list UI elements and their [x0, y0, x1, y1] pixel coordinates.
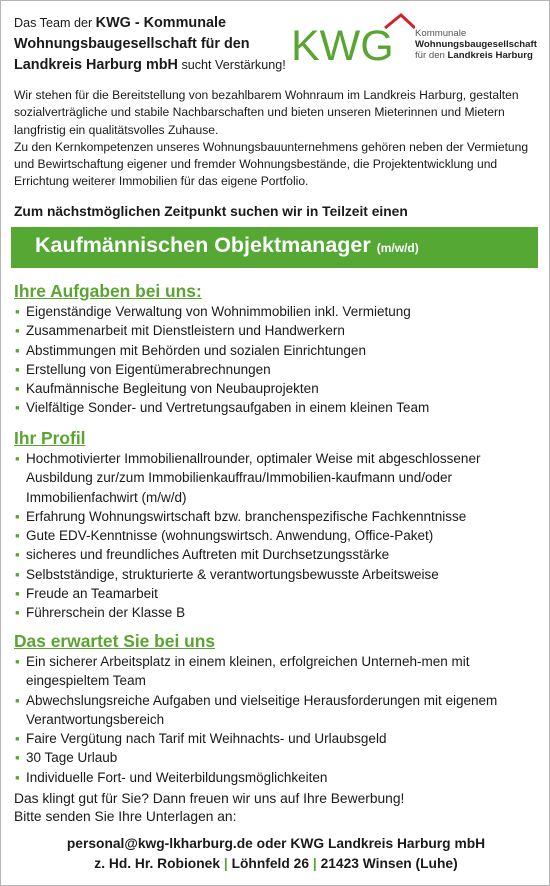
closing-line-1: Das klingt gut für Sie? Dann freuen wir uns auf Ihre Bewerbung! — [14, 791, 405, 806]
list-item-text: Faire Vergütung nach Tarif mit Weihnachts- und Urlaubsgeld — [26, 731, 387, 747]
bullet-icon: ▪ — [15, 586, 20, 602]
list-item-text: Abstimmungen mit Behörden und sozialen Einrichtungen — [26, 342, 366, 358]
contact-city: 21423 Winsen (Luhe) — [320, 856, 458, 871]
intro-team-prefix: Das Team der — [14, 16, 93, 30]
bullet-icon: ▪ — [15, 566, 20, 582]
description-paragraph: Zu den Kernkompetenzen unseres Wohnungsbauunternehmens gehören neben der Vermietung und Bewirtschaftung eigener und fremder Wohnungsbestände, die Projektentwicklung und Errichtung weiterer Immobilien für das eigene Portfolio. — [14, 139, 529, 189]
logo-line-1: Kommunale — [415, 28, 467, 39]
logo-line-3-bold: Landkreis Harburg — [447, 50, 533, 61]
tasks-section — [14, 281, 544, 418]
list-item — [14, 565, 544, 584]
bullet-icon: ▪ — [15, 605, 20, 621]
job-title-text: Kaufmännischen Objektmanager — [35, 233, 371, 257]
intro-suffix: sucht Verstärkung! — [181, 58, 286, 72]
list-item — [14, 449, 544, 507]
list-item-text: Zusammenarbeit mit Dienstleistern und Handwerkern — [26, 323, 345, 339]
closing-line-2: Bitte senden Sie Ihre Unterlagen an: — [14, 808, 237, 824]
list-item-text: 30 Tage Urlaub — [26, 750, 118, 766]
list-item-text: Erfahrung Wohnungswirtschaft bzw. branchenspezifische Fachkenntnisse — [26, 508, 467, 524]
kwg-logo — [291, 11, 549, 67]
list-item — [14, 398, 544, 417]
contact-separator: | — [312, 856, 317, 871]
bullet-icon: ▪ — [15, 528, 20, 544]
seeking-line: Zum nächstmöglichen Zeitpunkt suchen wir in Teilzeit einen — [14, 204, 408, 219]
logo-line-3-prefix: für den — [415, 50, 445, 61]
contact-separator: | — [223, 856, 228, 871]
logo-wordmark — [415, 28, 537, 61]
tasks-list — [14, 302, 544, 418]
job-title — [35, 233, 419, 258]
list-item — [14, 302, 544, 321]
kwg-logo-mark — [291, 11, 415, 67]
list-item — [14, 379, 544, 398]
job-title-banner — [11, 227, 538, 268]
list-item — [14, 584, 544, 603]
description-paragraph: Wir stehen für die Bereitstellung von bezahlbarem Wohnraum im Landkreis Harburg, gestalten sozialverträgliche und stabile Nachbarschaften und bieten unseren Mieterinnen und Mietern langfristig ein qualitätsvolles Zuhause. — [14, 88, 519, 137]
tasks-title: Ihre Aufgaben bei uns: — [14, 281, 202, 301]
list-item-text: Erstellung von Eigentümerabrechnungen — [26, 361, 271, 377]
bullet-icon: ▪ — [15, 381, 20, 397]
list-item-text: Vielfältige Sonder- und Vertretungsaufgaben in einem kleinen Team — [26, 400, 430, 416]
contact-line-1: personal@kwg-lkharburg.de oder KWG Landkreis Harburg mbH — [66, 836, 486, 851]
list-item-text: Eigenständige Verwaltung von Wohnimmobilien inkl. Vermietung — [26, 304, 411, 319]
offer-title: Das erwartet Sie bei uns — [14, 631, 216, 651]
list-item-text: sicheres und freundliches Auftreten mit Durchsetzungsstärke — [26, 547, 390, 563]
contact-line-2 — [1, 854, 550, 874]
contact-name: z. Hd. Hr. Robionek — [94, 856, 221, 871]
closing-text — [14, 790, 539, 825]
list-item — [14, 545, 544, 564]
list-item-text: Ein sicherer Arbeitsplatz in einem kleinen, erfolgreichen Unterneh-men mit eingespieltem Team — [26, 654, 470, 689]
list-item-text: Gute EDV-Kenntnisse (wohnungswirtsch. Anwendung, Office-Paket) — [26, 528, 434, 544]
bullet-icon: ▪ — [15, 654, 20, 669]
logo-mark-text: KWG — [291, 22, 394, 67]
company-name: KWG - Kommunale Wohnungsbaugesellschaft für den Landkreis Harburg mbH — [14, 15, 250, 73]
list-item — [14, 691, 544, 730]
offer-section — [14, 631, 544, 787]
offer-list — [14, 652, 544, 787]
list-item — [14, 652, 544, 691]
bullet-icon: ▪ — [15, 547, 20, 563]
bullet-icon: ▪ — [15, 508, 20, 524]
list-item — [14, 360, 544, 379]
company-description — [14, 87, 539, 191]
list-item-text: Führerschein der Klasse B — [26, 605, 186, 621]
contact-block — [1, 834, 550, 874]
contact-street: Löhnfeld 26 — [231, 856, 309, 871]
list-item — [14, 729, 544, 748]
list-item — [14, 507, 544, 526]
intro-text — [14, 13, 286, 76]
profile-title: Ihr Profil — [14, 428, 86, 448]
bullet-icon: ▪ — [15, 361, 20, 377]
list-item-text: Selbstständige, strukturierte & verantwortungsbewusste Arbeitsweise — [26, 566, 439, 582]
list-item-text: Freude an Teamarbeit — [26, 586, 158, 602]
job-title-suffix: (m/w/d) — [376, 241, 419, 255]
list-item-text: Hochmotivierter Immobilienallrounder, optimaler Weise mit abgeschlossener Ausbildung zur/zum Immobilienkauffrau/Immobilien-kaufmann und/oder Immobilienfachwirt (m/w/d) — [26, 451, 481, 505]
list-item — [14, 768, 544, 787]
bullet-icon: ▪ — [15, 323, 20, 339]
bullet-icon: ▪ — [15, 769, 20, 785]
list-item-text: Kaufmännische Begleitung von Neubauprojekten — [26, 381, 319, 397]
profile-list — [14, 449, 544, 623]
list-item — [14, 603, 544, 622]
bullet-icon: ▪ — [15, 692, 20, 708]
logo-line-2: Wohnungsbaugesellschaft — [415, 39, 537, 50]
bullet-icon: ▪ — [15, 451, 20, 466]
list-item-text: Individuelle Fort- und Weiterbildungsmöglichkeiten — [26, 769, 328, 785]
bullet-icon: ▪ — [15, 750, 20, 766]
list-item — [14, 748, 544, 767]
profile-section — [14, 428, 544, 623]
bullet-icon: ▪ — [15, 304, 20, 319]
list-item-text: Abwechslungsreiche Aufgaben und vielseitige Herausforderungen mit eigenem Verantwortungsbereich — [26, 692, 498, 727]
bullet-icon: ▪ — [15, 731, 20, 747]
list-item — [14, 321, 544, 340]
bullet-icon: ▪ — [15, 400, 20, 416]
list-item — [14, 341, 544, 360]
bullet-icon: ▪ — [15, 342, 20, 358]
list-item — [14, 526, 544, 545]
